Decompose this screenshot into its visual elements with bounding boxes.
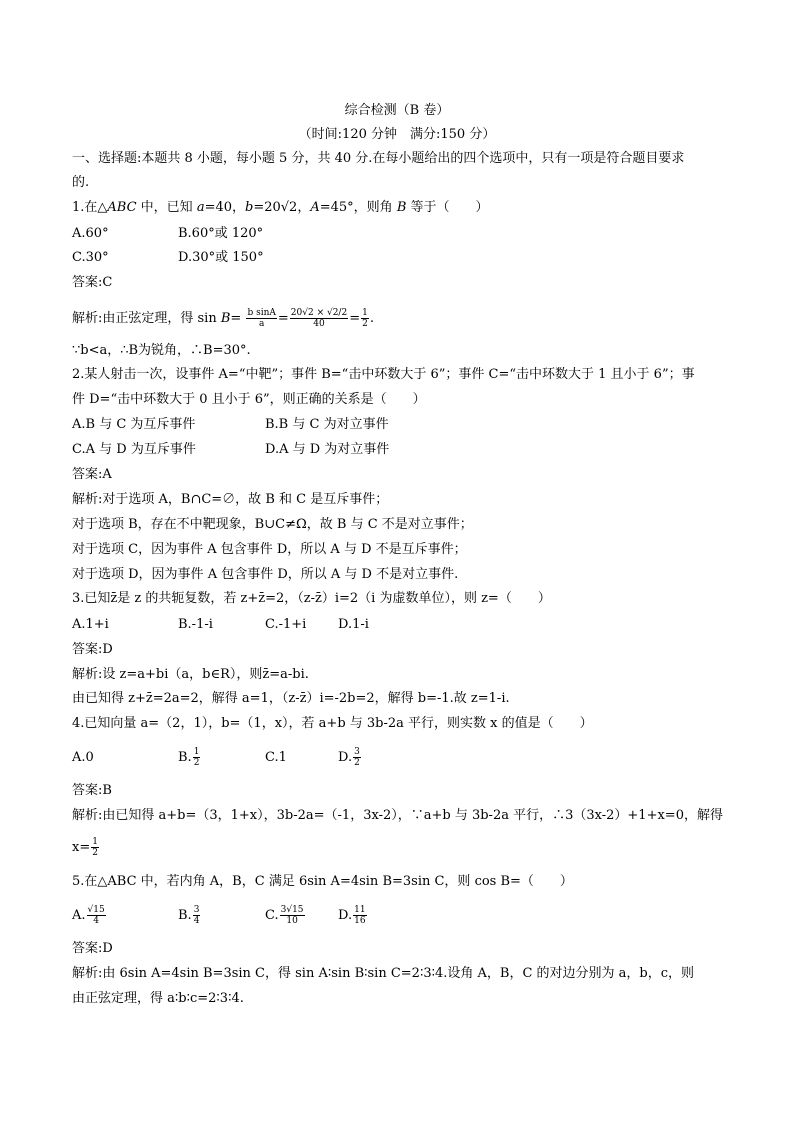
- option-a: A.B 与 C 为互斥事件: [72, 417, 196, 432]
- question-2-answer: 答案:A: [72, 467, 112, 482]
- section-intro: 一、选择题:本题共 8 小题，每小题 5 分，共 40 分.在每小题给出的四个选项中，只有一项是符合题目要求: [72, 151, 685, 166]
- question-2-options-row2: [72, 442, 389, 458]
- option-c: C.1: [265, 750, 287, 765]
- option-d: D.1-i: [338, 617, 369, 632]
- question-1-answer: 答案:C: [72, 275, 113, 290]
- question-4-stem: 4.已知向量 a=（2，1），b=（1，x），若 a+b 与 3b-2a 平行，则实数 x 的值是（ ）: [72, 716, 593, 731]
- question-4-options: [72, 744, 362, 772]
- question-2-solution-line3: 对于选项 C，因为事件 A 包含事件 D，所以 A 与 D 不是互斥事件；: [72, 542, 467, 557]
- question-3-solution-line2: 由已知得 z+z̄=2a=2，解得 a=1，（z-z̄）i=-2b=2，解得 b=-1.故 z=1-i.: [72, 691, 510, 706]
- question-5-solution-line2: 由正弦定理，得 a∶b∶c=2∶3∶4.: [72, 991, 244, 1006]
- section-intro-cont: 的.: [72, 175, 90, 190]
- option-b: B. $\frac{3}{4}$: [178, 905, 200, 926]
- question-3-solution-line1: 解析:设 z=a+bi（a，b∈R），则z̄=a-bi.: [72, 667, 309, 682]
- question-5-solution-line1: 解析:由 6sin A=4sin B=3sin C，得 sin A∶sin B∶sin C=2∶3∶4.设角 A，B，C 的对边分别为 a，b，c，则: [72, 966, 695, 981]
- question-4-answer: 答案:B: [72, 783, 112, 798]
- option-a: A. $\frac{√15}{4}$: [72, 905, 105, 926]
- question-1-solution-line1: 解析:由正弦定理，得 sin B= $\frac{\text{b sinA}}{a}$ = $\frac{20√2 \times √2/2}{40}$ = $\frac{1}{2}$ .: [72, 308, 374, 329]
- question-5-answer: 答案:D: [72, 941, 113, 956]
- option-d: D. $\frac{11}{16}$: [338, 905, 366, 926]
- option-b: B.B 与 C 为对立事件: [265, 417, 389, 432]
- question-3-stem: 3.已知z̄是 z 的共轭复数，若 z+z̄=2，（z-z̄）i=2（i 为虚数单位），则 z=（ ）: [72, 591, 551, 606]
- option-a: A.0: [72, 750, 94, 765]
- option-a: A.60°: [72, 226, 109, 241]
- option-d: D.A 与 D 为对立事件: [265, 442, 390, 457]
- option-b: B.60°或 120°: [178, 226, 264, 241]
- question-1-stem: 1.在△ABC 中，已知 a=40，b=20√2，A=45°，则角 B 等于（ ）: [72, 200, 489, 215]
- question-1-options-row2: [72, 250, 264, 266]
- question-2-stem-cont: 件 D=“击中环数大于 0 且小于 6”，则正确的关系是（ ）: [72, 392, 426, 407]
- question-2-options-row1: [72, 417, 389, 433]
- option-b: B. $\frac{1}{2}$: [178, 747, 200, 768]
- option-d: D. $\frac{3}{2}$: [338, 747, 360, 768]
- question-3-options: [72, 617, 369, 633]
- question-4-solution-line2: x= $\frac{1}{2}$: [72, 837, 98, 858]
- question-2-solution-line4: 对于选项 D，因为事件 A 包含事件 D，所以 A 与 D 不是对立事件.: [72, 567, 459, 582]
- page-title: 综合检测（B 卷）: [344, 103, 450, 118]
- question-2-solution-line1: 解析:对于选项 A，B∩C=∅，故 B 和 C 是互斥事件；: [72, 492, 389, 507]
- question-1-solution-line2: ∵b<a，∴B为锐角，∴B=30°.: [72, 343, 251, 358]
- option-c: C. $\frac{3√15}{10}$: [265, 905, 304, 926]
- option-c: C.-1+i: [265, 617, 307, 632]
- question-5-stem: 5.在△ABC 中，若内角 A，B，C 满足 6sin A=4sin B=3sin C，则 cos B=（ ）: [72, 874, 573, 889]
- option-d: D.30°或 150°: [178, 250, 264, 265]
- option-a: A.1+i: [72, 617, 109, 632]
- question-4-solution-line1: 解析:由已知得 a+b=（3，1+x），3b-2a=（-1，3x-2），∵a+b 与 3b-2a 平行，∴3（3x-2）+1+x=0，解得: [72, 808, 723, 823]
- page-subtitle: （时间:120 分钟 满分:150 分）: [298, 127, 496, 142]
- question-5-options: [72, 901, 368, 931]
- question-2-stem: 2.某人射击一次，设事件 A=“中靶”；事件 B=“击中环数大于 6”；事件 C=“击中环数大于 1 且小于 6”；事: [72, 367, 695, 382]
- question-1-options-row1: [72, 226, 263, 242]
- option-c: C.30°: [72, 250, 109, 265]
- question-2-solution-line2: 对于选项 B，存在不中靶现象，B∪C≠Ω，故 B 与 C 不是对立事件；: [72, 517, 473, 532]
- question-3-answer: 答案:D: [72, 642, 113, 657]
- option-c: C.A 与 D 为互斥事件: [72, 442, 196, 457]
- option-b: B.-1-i: [178, 617, 213, 632]
